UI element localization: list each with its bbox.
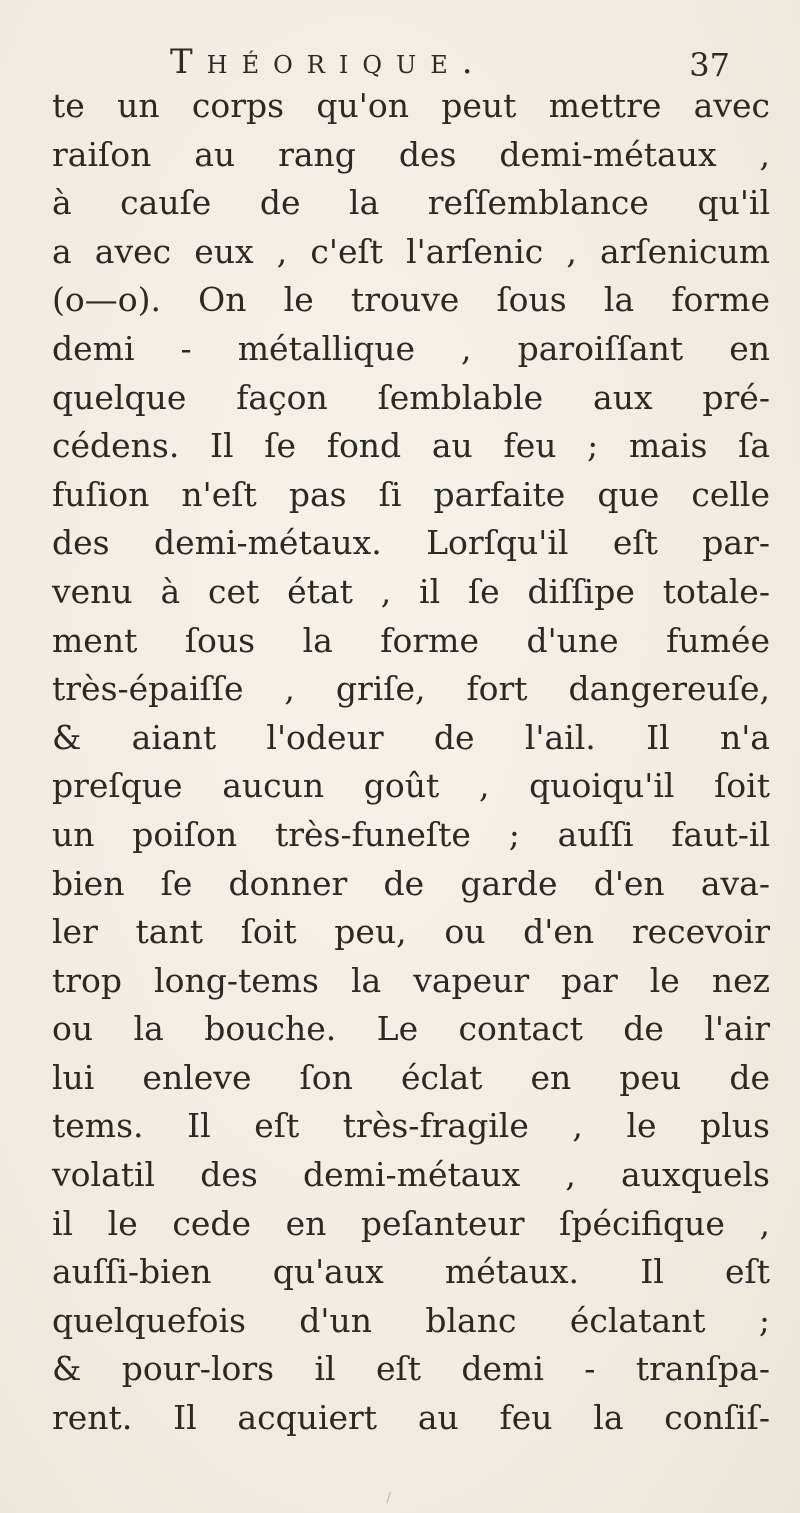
- text-line: venu à cet état , il ſe diſſipe totale-: [52, 571, 770, 611]
- text-line: te un corps qu'on peut mettre avec: [52, 86, 770, 125]
- text-line: trop long-tems la vapeur par le nez: [52, 960, 770, 1000]
- body-text: [52, 82, 770, 1443]
- text-line: (o—o). On le trouve ſous la forme: [52, 280, 770, 320]
- text-line: quelque façon ſemblable aux pré-: [52, 377, 770, 417]
- text-line: tems. Il eſt très-fragile , le plus: [52, 1106, 770, 1146]
- running-title: Théorique.: [170, 42, 487, 82]
- text-line: des demi-métaux. Lorſqu'il eſt par-: [52, 523, 770, 563]
- text-line: bien ſe donner de garde d'en ava-: [52, 863, 770, 903]
- text-line: a avec eux , c'eſt l'arſenic , arſenicum: [52, 231, 770, 271]
- text-line: ment ſous la forme d'une fumée: [52, 620, 770, 660]
- text-line: ler tant ſoit peu, ou d'en recevoir: [52, 912, 770, 952]
- text-line: à cauſe de la reſſemblance qu'il: [52, 183, 770, 223]
- text-line: & pour-lors il eſt demi - tranſpa-: [52, 1349, 770, 1389]
- text-line: & aiant l'odeur de l'ail. Il n'a: [52, 717, 770, 757]
- text-line: très-épaiſſe , griſe, fort dangereuſe,: [52, 669, 770, 709]
- text-line: cédens. Il ſe fond au feu ; mais ſa: [52, 426, 770, 466]
- text-line: un poiſon très-funeſte ; auſſi faut-il: [52, 814, 770, 854]
- text-line: ou la bouche. Le contact de l'air: [52, 1009, 770, 1049]
- text-line: auſſi-bien qu'aux métaux. Il eſt: [52, 1252, 770, 1292]
- text-line: raiſon au rang des demi-métaux ,: [52, 134, 770, 174]
- text-line: preſque aucun goût , quoiqu'il ſoit: [52, 766, 770, 806]
- text-line: rent. Il acquiert au feu la conſiſ-: [52, 1398, 770, 1438]
- text-line: demi - métallique , paroiſſant en: [52, 328, 770, 368]
- text-line: quelquefois d'un blanc éclatant ;: [52, 1300, 770, 1340]
- paper-mark: [386, 1492, 394, 1505]
- text-line: lui enleve ſon éclat en peu de: [52, 1057, 770, 1097]
- text-line: volatil des demi-métaux , auxquels: [52, 1155, 770, 1195]
- text-line: il le cede en peſanteur ſpécifique ,: [52, 1203, 770, 1243]
- text-line: fuſion n'eſt pas ſi parfaite que celle: [52, 474, 770, 514]
- page-number: 37: [689, 46, 730, 84]
